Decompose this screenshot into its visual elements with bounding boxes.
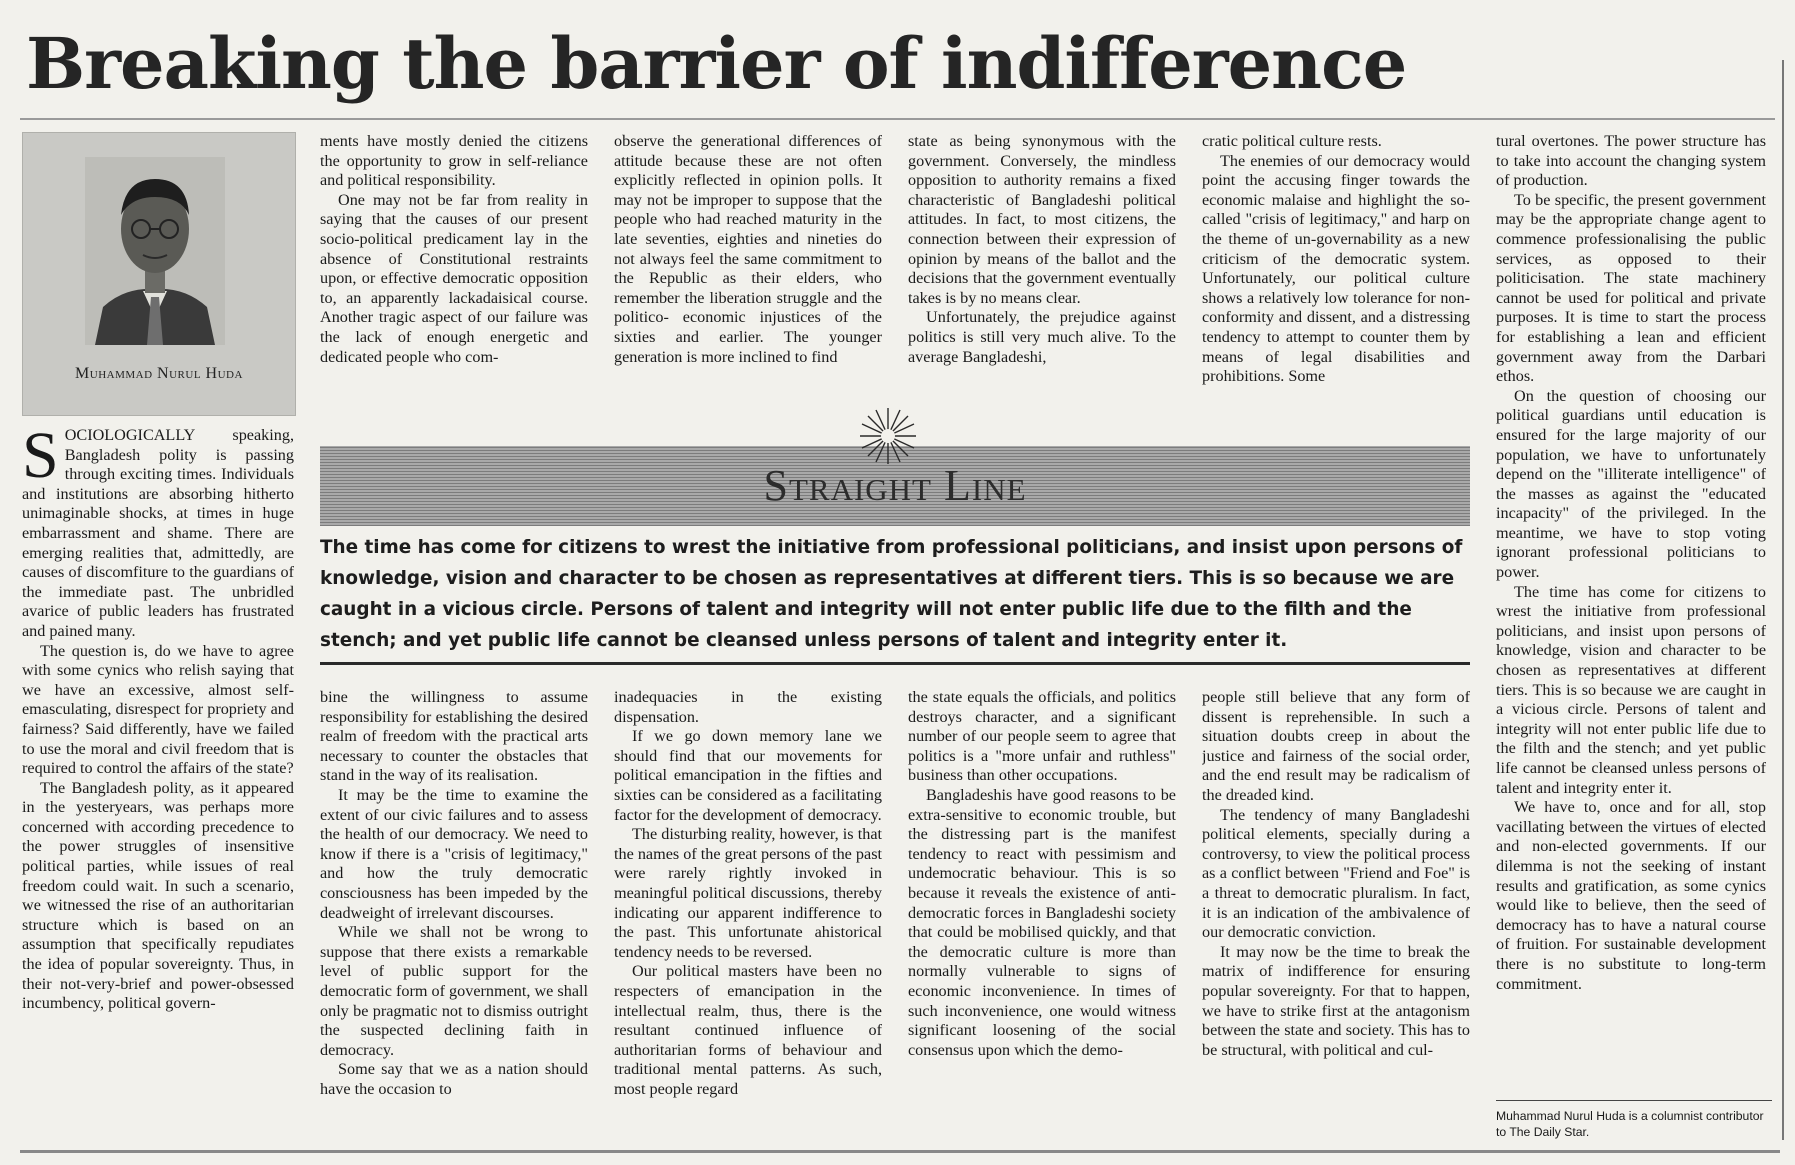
page-bottom-rule bbox=[20, 1150, 1780, 1153]
paragraph: cratic political culture rests. bbox=[1202, 132, 1382, 150]
headline: Breaking the barrier of indifference bbox=[26, 22, 1407, 105]
paragraph: tural overtones. The power structure has to take into account the changing system of production. bbox=[1496, 132, 1766, 190]
article-column-4-upper bbox=[908, 132, 1176, 422]
article-column-2-upper bbox=[320, 132, 588, 422]
starburst-icon bbox=[858, 406, 918, 466]
paragraph: The Bangladesh polity, as it appeared in the yesteryears, was perhaps more concerned with according precedence to the power struggles of insensitive political parties, while issues of real freedom could wait. In such a scenario, we witnessed the rise of an authoritarian structure which is based on an assumption that specifically repudiates the idea of popular sovereignty. Thus, in their not-very-brief and power-obsessed incumbency, political govern- bbox=[22, 778, 294, 1013]
paragraph: The question is, do we have to agree with some cynics who relish saying that we have an excessive, almost self-emasculating, disrespect for propriety and fairness? Said differently, have we failed to use the moral and civil freedom that is required to control the affairs of the state? bbox=[22, 641, 294, 778]
paragraph: Our political masters have been no respecters of emancipation in the intellectual realm, thus, there is the resultant continued influence of authoritarian forms of behaviour and traditional mental patterns. As such, most people regard bbox=[614, 962, 882, 1098]
article-column-3-lower bbox=[614, 688, 882, 1146]
paragraph: It may now be the time to break the matrix of indifference for ensuring popular sovereignty. For that to happen, we have to strike first at the antagonism between the state and society. This has to be structural, with political and cul- bbox=[1202, 942, 1470, 1059]
paragraph: people still believe that any form of dissent is reprehensible. In such a situation doubts creep in about the justice and fairness of the social order, and the end result may be radicalism of the dreaded kind. bbox=[1202, 688, 1470, 804]
paragraph: The enemies of our democracy would point the accusing finger towards the economic malaise and highlight the so-called "crisis of legitimacy," and harp on the theme of un-governability as a new criticism of the democratic system. Unfortunately, our political culture shows a relatively low tolerance for non-conformity and dissent, and a distressing tendency to attempt to counter them by means of legal disabilities and prohibitions. Some bbox=[1202, 151, 1470, 386]
article-column-2-lower bbox=[320, 688, 588, 1146]
lead-open: OCIOLOGICALLY bbox=[64, 426, 196, 444]
paragraph: It may be the time to examine the extent of our civic failures and to assess the health of our democracy. We need to know if there is a "crisis of legitimacy," and how the truly democratic consciousness has been impeded by the deadweight of irrelevant discourses. bbox=[320, 785, 588, 922]
paragraph: To be specific, the present government may be the appropriate change agent to commence professionalising the public services, as opposed to their politicisation. The state machinery cannot be used for political and private purposes. It is time to start the process for establishing a lean and efficient government away from the Darbari ethos. bbox=[1496, 190, 1766, 386]
dropcap: S bbox=[22, 426, 59, 492]
paragraph: One may not be far from reality in saying that the causes of our present socio-political predicament lay in the absence of Constitutional restraints upon, or effective democratic opposition to, an apparently lackadaisical course. Another tragic aspect of our failure was the lack of enough energetic and dedicated people who com- bbox=[320, 190, 588, 366]
paragraph: the state equals the officials, and politics destroys character, and a significant number of our people seem to agree that politics is a "more unfair and ruthless" business than other occupations. bbox=[908, 688, 1176, 785]
paragraph: Bangladeshis have good reasons to be extra-sensitive to economic trouble, but the distressing part is the manifest tendency to react with pessimism and undemocratic behaviour. This is so because it reveals the existence of anti-democratic forces in Bangladeshi society that could be mobilised quickly, and that the democratic culture is more than normally vulnerable to signs of economic inconvenience. In times of such inconvenience, one would witness significant loosening of the social consensus upon which the demo- bbox=[908, 785, 1176, 1059]
paragraph: The time has come for citizens to wrest the initiative from professional politicians, and insist upon persons of knowledge, vision and character to be chosen as representatives at different tiers. This is so because we are caught in a vicious circle. Persons of talent and integrity will not enter public life due to the filth and the stench; and yet public life cannot be cleansed unless persons of talent and integrity enter it. bbox=[1496, 582, 1766, 797]
paragraph: inadequacies in the existing dispensation. bbox=[614, 688, 882, 726]
paragraph: On the question of choosing our political guardians until education is ensured for the large majority of our population, we have to unfortunately depend on the "illiterate intelligence" of the masses as against the "educated incapacity" of the privileged. In the meantime, we have to stop voting ignorant professional politicians to power. bbox=[1496, 386, 1766, 582]
paragraph: The disturbing reality, however, is that the names of the great persons of the past were rarely rightly invoked in meaningful political discussions, thereby indicating our apparent indifference to the past. This unfortunate ahistorical tendency needs to be reversed. bbox=[614, 825, 882, 961]
paragraph: state as being synonymous with the government. Conversely, the mindless opposition to authority remains a fixed characteristic of Bangladeshi political attitudes. In fact, to most citizens, the connection between their expression of opinion by means of the ballot and the decisions that the government eventually takes is by no means clear. bbox=[908, 132, 1176, 307]
article-column-5-lower bbox=[1202, 688, 1470, 1146]
column-name: Straight Line bbox=[763, 461, 1027, 510]
footnote-rule bbox=[1496, 1100, 1772, 1101]
headline-rule bbox=[20, 118, 1775, 120]
pull-quote-rule bbox=[320, 662, 1470, 665]
article-column-4-lower bbox=[908, 688, 1176, 1146]
author-byline: Muhammad Nurul Huda bbox=[75, 365, 243, 382]
paragraph: We have to, once and for all, stop vacillating between the virtues of elected and non-elected governments. If our dilemma is not the seeking of instant results and gratification, as some cynics would like to believe, then the seed of democracy has to have a natural course of fruition. For sustainable development there is no substitute to long-term commitment. bbox=[1496, 798, 1766, 993]
paragraph: While we shall not be wrong to suppose that there exists a remarkable level of public support for the democratic form of government, we shall only be pragmatic not to dismiss outright the suspected declining faith in democracy. bbox=[320, 923, 588, 1059]
article-column-5-upper bbox=[1202, 132, 1470, 422]
paragraph: If we go down memory lane we should find that our movements for political emancipation in the fifties and sixties can be considered as a facilitating factor for the development of democracy. bbox=[614, 727, 882, 824]
page-edge-rule bbox=[1782, 60, 1784, 1140]
author-portrait bbox=[85, 157, 225, 345]
article-column-3-upper bbox=[614, 132, 882, 422]
article-column-1 bbox=[22, 426, 294, 1146]
paragraph: Some say that we as a nation should have the occasion to bbox=[320, 1060, 588, 1098]
paragraph: Unfortunately, the prejudice against politics is still very much alive. To the average Bangladeshi, bbox=[908, 308, 1176, 366]
author-footnote: Muhammad Nurul Huda is a columnist contributor to The Daily Star. bbox=[1496, 1109, 1764, 1139]
paragraph: ments have mostly denied the citizens the opportunity to grow in self-reliance and political responsibility. bbox=[320, 132, 588, 190]
paragraph: The tendency of many Bangladeshi political elements, specially during a controversy, to view the political process as a conflict between "Friend and Foe" is a threat to democratic pluralism. In fact, it is an indication of the ambivalence of our democratic conviction. bbox=[1202, 805, 1470, 942]
paragraph: observe the generational differences of attitude because these are not often explicitly reflected in opinion polls. It may not be improper to suppose that the people who had reached maturity in the late seventies, eighties and nineties do not always feel the same commitment to the Republic as their elders, who remember the liberation struggle and the politico- economic injustices of the sixties and earlier. The younger generation is more inclined to find bbox=[614, 132, 882, 366]
paragraph: bine the willingness to assume responsibility for establishing the desired realm of freedom with the practical arts necessary to counter the obstacles that stand in the way of its realisation. bbox=[320, 688, 588, 785]
lead-text: speaking, Bangladesh polity is passing through exciting times. Individuals and institutions are absorbing hitherto unimaginable shocks, at times in huge embarrassment and shame. There are emerging realities that, admittedly, are causes of discomfiture to the guardians of the immediate past. The unbridled avarice of public leaders has frustrated and pained many. bbox=[22, 426, 294, 640]
article-column-6 bbox=[1496, 132, 1766, 1094]
lead-paragraph bbox=[22, 426, 294, 642]
author-photo-box bbox=[22, 132, 296, 416]
pull-quote: The time has come for citizens to wrest the initiative from professional politicians, and insist upon persons of knowledge, vision and character to be chosen as representatives at different tiers. This is so because we are caught in a vicious circle. Persons of talent and integrity will not enter public life due to the filth and the stench; and yet public life cannot be cleansed unless persons of talent and integrity enter it. bbox=[320, 537, 1463, 651]
